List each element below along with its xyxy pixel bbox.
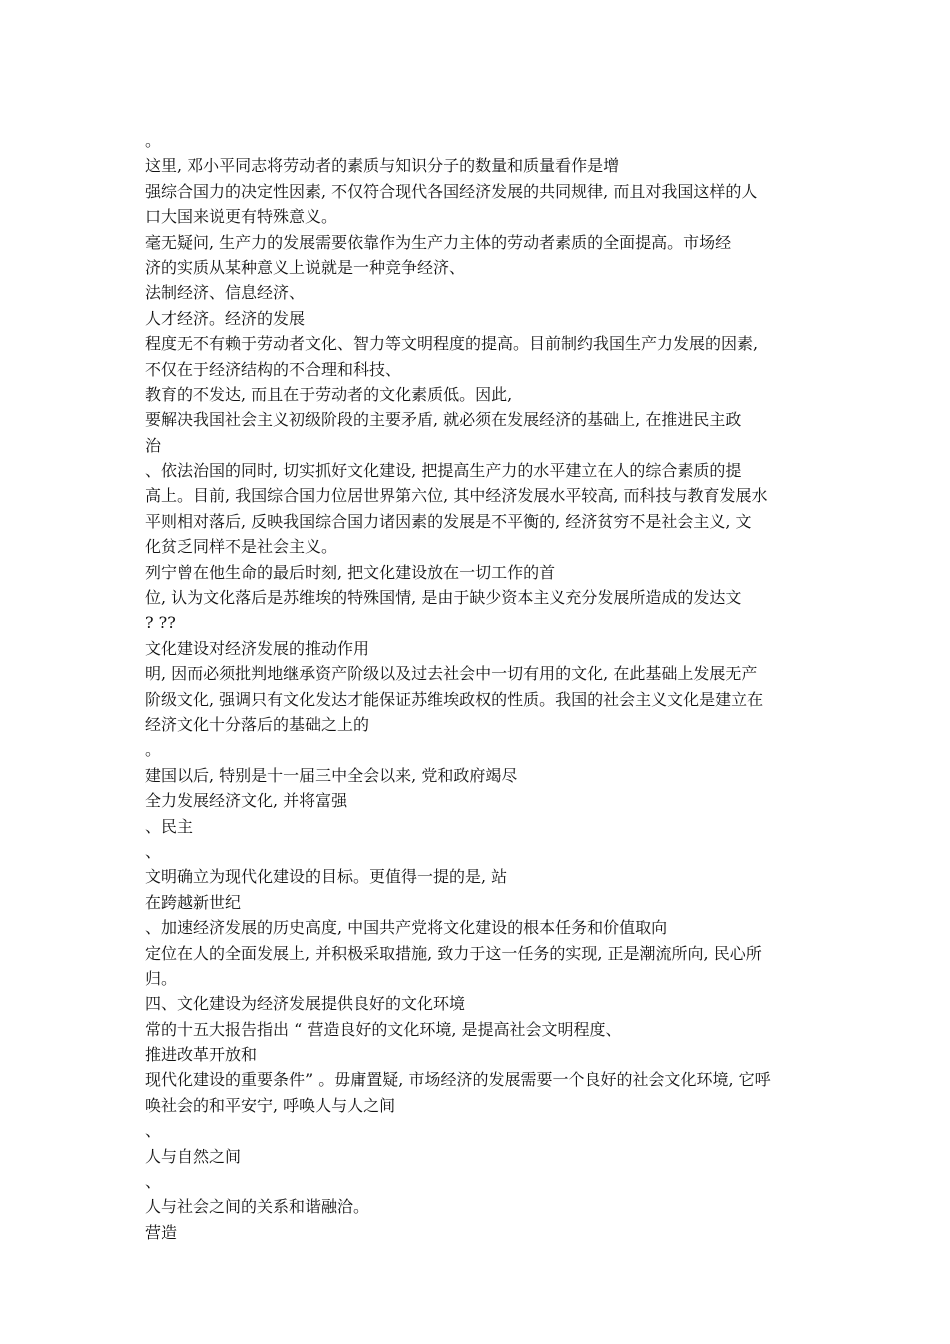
text-line: 。 <box>145 740 162 760</box>
text-line: 推进改革开放和 <box>145 1045 258 1065</box>
text-line: 、 <box>145 1121 162 1141</box>
text-line: 现代化建设的重要条件” 。毋庸置疑, 市场经济的发展需要一个良好的社会文化环境, 它呼 <box>145 1070 771 1090</box>
section-heading: 四、文化建设为经济发展提供良好的文化环境 <box>145 994 466 1014</box>
text-line: 。 <box>145 131 162 150</box>
text-line: 口大国来说更有特殊意义。 <box>145 207 338 227</box>
text-line: 列宁曾在他生命的最后时刻, 把文化建设放在一切工作的首 <box>145 562 556 582</box>
text-line: 济的实质从某种意义上说就是一种竞争经济、 <box>145 257 466 277</box>
text-line: 、加速经济发展的历史高度, 中国共产党将文化建设的根本任务和价值取向 <box>145 918 668 938</box>
text-line: 在跨越新世纪 <box>145 892 242 912</box>
text-line: 文明确立为现代化建设的目标。更值得一提的是, 站 <box>145 867 508 887</box>
text-line: 程度无不有赖于劳动者文化、智力等文明程度的提高。目前制约我国生产力发展的因素, <box>145 334 759 354</box>
text-line: 人才经济。经济的发展 <box>145 308 306 328</box>
text-line: 定位在人的全面发展上, 并积极采取措施, 致力于这一任务的实现, 正是潮流所向, 民心所 <box>145 943 762 963</box>
text-line: 人与自然之间 <box>145 1146 242 1166</box>
section-heading: 文化建设对经济发展的推动作用 <box>145 638 370 658</box>
text-line: 要解决我国社会主义初级阶段的主要矛盾, 就必须在发展经济的基础上, 在推进民主政 <box>145 410 742 430</box>
text-line: 位, 认为文化落后是苏维埃的特殊国情, 是由于缺少资本主义充分发展所造成的发达文 <box>145 588 742 608</box>
text-line: 这里, 邓小平同志将劳动者的素质与知识分子的数量和质量看作是增 <box>145 156 620 176</box>
text-line: 常的十五大报告指出 “ 营造良好的文化环境, 是提高社会文明程度、 <box>145 1019 622 1039</box>
text-line: 教育的不发达, 而且在于劳动者的文化素质低。因此, <box>145 384 513 404</box>
text-line: 明, 因而必须批判地继承资产阶级以及过去社会中一切有用的文化, 在此基础上发展无产 <box>145 664 758 684</box>
text-line: 不仅在于经济结构的不合理和科技、 <box>145 359 402 379</box>
body-text <box>145 128 815 1245</box>
text-line: 、依法治国的同时, 切实抓好文化建设, 把提高生产力的水平建立在人的综合素质的提 <box>145 461 742 481</box>
text-line: 毫无疑问, 生产力的发展需要依靠作为生产力主体的劳动者素质的全面提高。市场经 <box>145 232 732 252</box>
text-line: 法制经济、信息经济、 <box>145 283 306 303</box>
text-line: 治 <box>145 435 162 455</box>
text-line: 、 <box>145 1172 162 1192</box>
text-line: 阶级文化, 强调只有文化发达才能保证苏维埃政权的性质。我国的社会主义文化是建立在 <box>145 689 764 709</box>
text-line: ? ?? <box>145 613 176 633</box>
text-line: 化贫乏同样不是社会主义。 <box>145 537 338 557</box>
text-line: 营造 <box>145 1222 178 1242</box>
text-line: 经济文化十分落后的基础之上的 <box>145 714 370 734</box>
text-line: 建国以后, 特别是十一届三中全会以来, 党和政府竭尽 <box>145 765 518 785</box>
text-line: 归。 <box>145 968 178 988</box>
text-line: 人与社会之间的关系和谐融洽。 <box>145 1197 370 1217</box>
text-line: 高上。目前, 我国综合国力位居世界第六位, 其中经济发展水平较高, 而科技与教育发展水 <box>145 486 768 506</box>
text-line: 、 <box>145 841 162 861</box>
text-line: 唤社会的和平安宁, 呼唤人与人之间 <box>145 1095 396 1115</box>
text-line: 全力发展经济文化, 并将富强 <box>145 791 348 811</box>
text-line: 强综合国力的决定性因素, 不仅符合现代各国经济发展的共同规律, 而且对我国这样的人 <box>145 181 758 201</box>
text-line: 平则相对落后, 反映我国综合国力诸因素的发展是不平衡的, 经济贫穷不是社会主义, 文 <box>145 511 752 531</box>
text-line: 、民主 <box>145 816 194 836</box>
